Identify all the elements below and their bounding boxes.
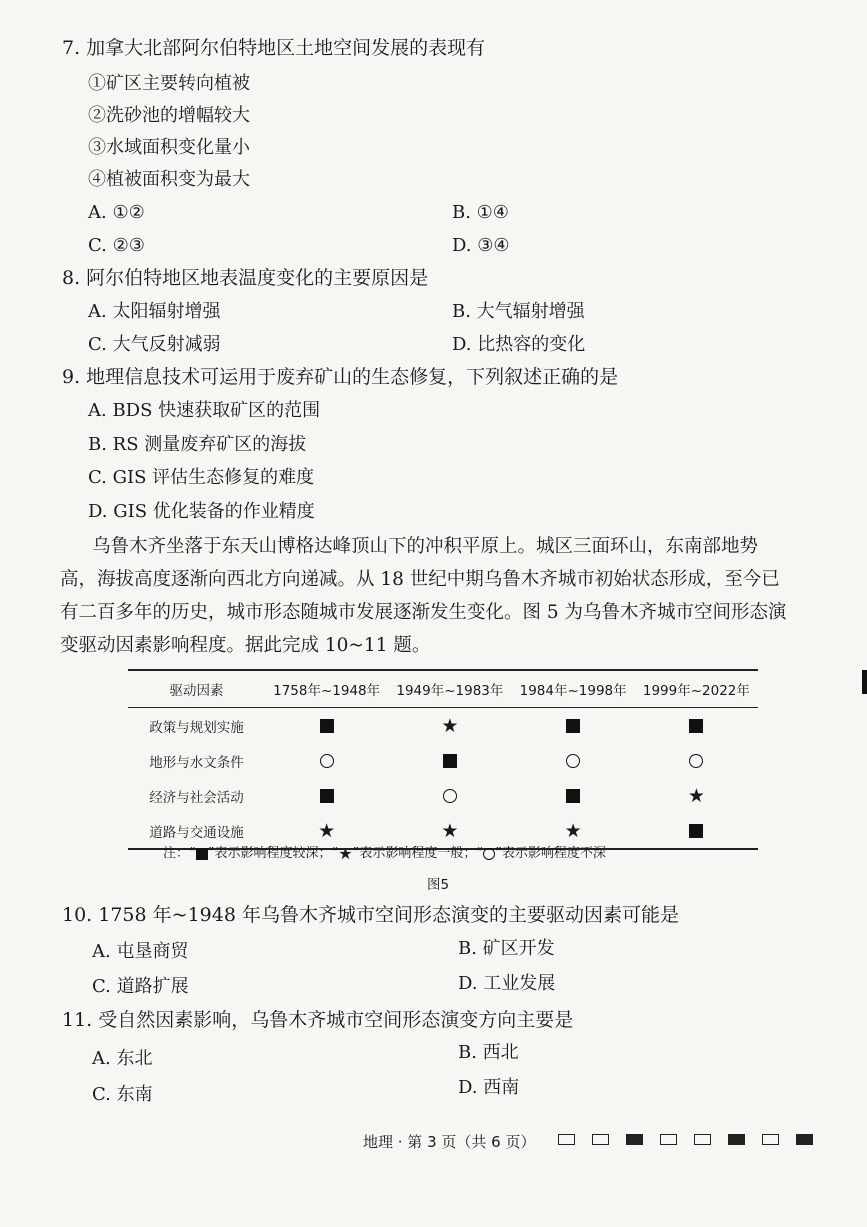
q7-item-4: ④植被面积变为最大 xyxy=(88,169,250,190)
q7-item-3: ③水域面积变化量小 xyxy=(88,137,250,158)
q9-option-a: A. BDS 快速获取矿区的范围 xyxy=(88,400,321,421)
square-icon xyxy=(566,719,580,733)
square-icon xyxy=(196,848,208,860)
q11-option-b: B. 西北 xyxy=(458,1042,519,1063)
q10-option-d: D. 工业发展 xyxy=(458,973,556,994)
square-icon xyxy=(443,754,457,768)
passage xyxy=(60,530,810,662)
header-period-4: 1999年~2022年 xyxy=(642,683,750,699)
q8-option-c: C. 大气反射减弱 xyxy=(88,334,221,355)
q8-option-b: B. 大气辐射增强 xyxy=(452,301,585,322)
square-icon xyxy=(320,719,334,733)
level-cell xyxy=(635,813,758,849)
figure-note: 注：“ ”表示影响程度较深；“★”表示影响程度一般；“ ”表示影响程度不深 xyxy=(163,843,606,863)
question-8-stem: 8. 阿尔伯特地区地表温度变化的主要原因是 xyxy=(62,267,429,289)
passage-line-4: 变驱动因素影响程度。据此完成 10~11 题。 xyxy=(60,635,431,656)
star-icon: ★ xyxy=(441,714,459,737)
circle-icon xyxy=(689,754,703,768)
filled-box-icon xyxy=(626,1134,643,1145)
q11-option-a: A. 东北 xyxy=(92,1048,153,1069)
question-11-stem: 11. 受自然因素影响，乌鲁木齐城市空间形态演变方向主要是 xyxy=(62,1009,574,1031)
factor-cell: 政策与规划实施 xyxy=(149,719,244,736)
factor-cell: 地形与水文条件 xyxy=(149,754,244,771)
figure-5-table xyxy=(128,669,758,850)
star-icon: ★ xyxy=(318,819,336,842)
q7-option-b: B. ①④ xyxy=(452,202,509,223)
note-square-text: 表示影响程度较深； xyxy=(214,846,332,861)
empty-box-icon xyxy=(762,1134,779,1145)
square-icon xyxy=(320,789,334,803)
figure-label: 图5 xyxy=(427,877,450,893)
level-cell xyxy=(265,708,388,744)
header-period-3: 1984年~1998年 xyxy=(519,683,627,699)
page-footer: 地理 · 第 3 页（共 6 页） xyxy=(363,1133,536,1151)
header-period-2: 1949年~1983年 xyxy=(396,683,504,699)
q9-option-d: D. GIS 优化装备的作业精度 xyxy=(88,501,315,522)
filled-box-icon xyxy=(728,1134,745,1145)
question-7-stem: 7. 加拿大北部阿尔伯特地区土地空间发展的表现有 xyxy=(62,37,486,59)
level-cell xyxy=(512,778,635,813)
table-row xyxy=(128,778,758,813)
filled-box-icon xyxy=(796,1134,813,1145)
level-cell xyxy=(265,743,388,778)
level-cell xyxy=(512,743,635,778)
q7-option-c: C. ②③ xyxy=(88,235,145,256)
note-circle-text: 表示影响程度不深 xyxy=(501,846,606,861)
q7-option-a: A. ①② xyxy=(88,202,145,223)
star-icon: ★ xyxy=(687,784,705,807)
star-icon: ★ xyxy=(338,843,353,863)
q10-option-b: B. 矿区开发 xyxy=(458,938,555,959)
empty-box-icon xyxy=(660,1134,677,1145)
q9-option-b: B. RS 测量废弃矿区的海拔 xyxy=(88,434,307,455)
q10-option-c: C. 道路扩展 xyxy=(92,976,189,997)
q7-option-d: D. ③④ xyxy=(452,235,510,256)
star-icon: ★ xyxy=(564,819,582,842)
square-icon xyxy=(689,824,703,838)
q8-option-a: A. 太阳辐射增强 xyxy=(88,301,221,322)
q7-item-1: ①矿区主要转向植被 xyxy=(88,73,250,94)
factor-cell: 经济与社会活动 xyxy=(149,789,244,806)
circle-icon xyxy=(566,754,580,768)
star-icon: ★ xyxy=(441,819,459,842)
header-period-1: 1758年~1948年 xyxy=(273,683,381,699)
circle-icon xyxy=(443,789,457,803)
level-cell xyxy=(388,778,511,813)
level-cell xyxy=(635,743,758,778)
note-star-text: 表示影响程度一般； xyxy=(359,846,477,861)
level-cell xyxy=(388,708,511,744)
empty-box-icon xyxy=(558,1134,575,1145)
question-9-stem: 9. 地理信息技术可运用于废弃矿山的生态修复，下列叙述正确的是 xyxy=(62,366,619,388)
level-cell xyxy=(635,778,758,813)
level-cell xyxy=(265,778,388,813)
passage-line-1: 乌鲁木齐坐落于东天山博格达峰顶山下的冲积平原上。城区三面环山，东南部地势 xyxy=(92,536,759,557)
level-cell xyxy=(512,708,635,744)
circle-icon xyxy=(320,754,334,768)
q8-option-d: D. 比热容的变化 xyxy=(452,334,586,355)
factor-cell: 道路与交通设施 xyxy=(149,824,244,841)
note-prefix: 注： xyxy=(163,846,190,861)
q11-option-d: D. 西南 xyxy=(458,1077,520,1098)
square-icon xyxy=(566,789,580,803)
footer-marker-boxes xyxy=(558,1134,813,1145)
table-row xyxy=(128,743,758,778)
edge-mark xyxy=(862,670,867,694)
question-10-stem: 10. 1758 年~1948 年乌鲁木齐城市空间形态演变的主要驱动因素可能是 xyxy=(62,904,679,926)
q7-item-2: ②洗砂池的增幅较大 xyxy=(88,105,250,126)
empty-box-icon xyxy=(592,1134,609,1145)
header-factor: 驱动因素 xyxy=(169,683,224,699)
passage-line-2: 高，海拔高度逐渐向西北方向递减。从 18 世纪中期乌鲁木齐城市初始状态形成，至今已 xyxy=(60,569,780,590)
q11-option-c: C. 东南 xyxy=(92,1084,153,1105)
q9-option-c: C. GIS 评估生态修复的难度 xyxy=(88,467,315,488)
table-header-row xyxy=(128,670,758,708)
table-row xyxy=(128,708,758,744)
circle-icon xyxy=(483,848,495,860)
passage-line-3: 有二百多年的历史，城市形态随城市发展逐渐发生变化。图 5 为乌鲁木齐城市空间形态演 xyxy=(60,602,787,623)
level-cell xyxy=(635,708,758,744)
level-cell xyxy=(388,743,511,778)
empty-box-icon xyxy=(694,1134,711,1145)
q10-option-a: A. 屯垦商贸 xyxy=(92,941,189,962)
square-icon xyxy=(689,719,703,733)
